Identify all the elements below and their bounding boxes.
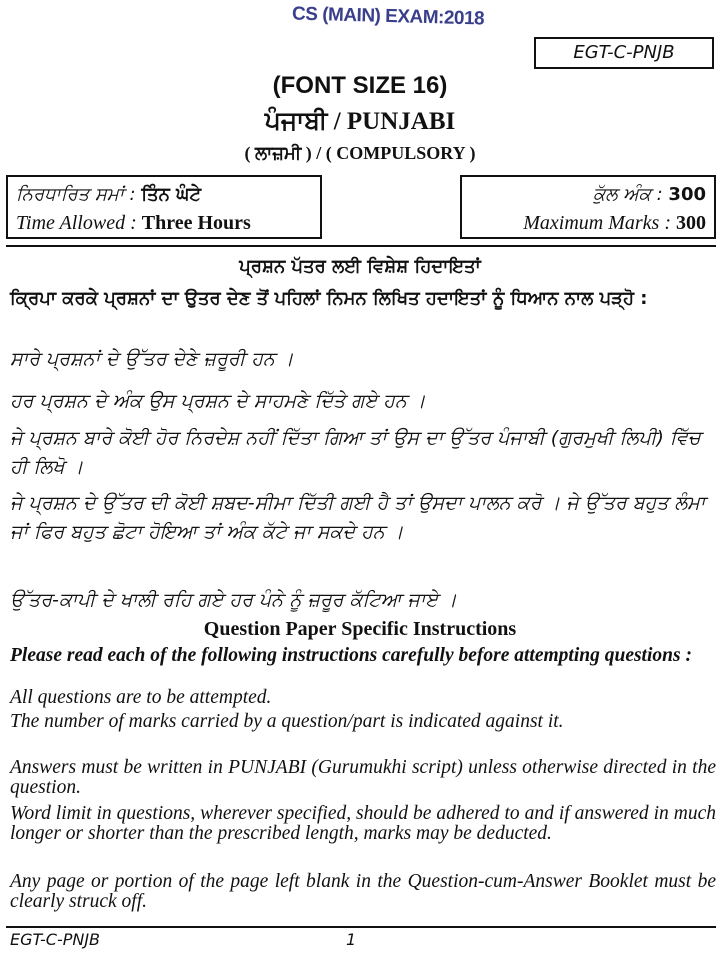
footer-paper-code: EGT-C-PNJB xyxy=(10,930,101,949)
time-allowed-pa xyxy=(16,181,312,209)
instruction-en-2: The number of marks carried by a question/part is indicated against it. xyxy=(10,711,564,732)
instructions-intro-en: Please read each of the following instructions carefully before attempting questions : xyxy=(10,645,692,666)
marks-value-pa: 300 xyxy=(668,184,706,205)
page-number: 1 xyxy=(346,930,357,949)
paper-title: ਪੰਜਾਬੀ / PUNJABI xyxy=(264,108,456,135)
time-label-pa: ਨਿਰਧਾਰਿਤ ਸਮਾਂ : xyxy=(16,184,142,205)
max-marks-pa xyxy=(470,181,706,209)
instructions-heading-en: Question Paper Specific Instructions xyxy=(203,618,517,640)
paper-code-box: EGT-C-PNJB xyxy=(534,37,714,69)
marks-label-en: Maximum Marks : xyxy=(523,212,676,234)
instructions-heading-pa: ਪ੍ਰਸ਼ਨ ਪੱਤਰ ਲਈ ਵਿਸ਼ੇਸ਼ ਹਿਦਾਇਤਾਂ xyxy=(239,256,481,277)
time-allowed-en xyxy=(16,209,312,237)
instruction-en-3: Answers must be written in PUNJABI (Gurumukhi script) unless otherwise directed in the question. xyxy=(10,757,716,798)
instruction-pa-3: ਜੇ ਪ੍ਰਸ਼ਨ ਬਾਰੇ ਕੋਈ ਹੋਰ ਨਿਰਦੇਸ਼ ਨਹੀਂ ਦਿੱਤਾ ਗਿਆ ਤਾਂ ਉਸ ਦਾ ਉੱਤਰ ਪੰਜਾਬੀ (ਗੁਰਮੁਖੀ ਲਿਪੀ) ਵਿੱਚ ਹੀ ਲਿਖੋ । xyxy=(10,427,701,478)
time-allowed-box xyxy=(6,175,322,239)
marks-label-pa: ਕੁੱਲ ਅੰਕ : xyxy=(592,184,669,205)
instruction-en-4: Word limit in questions, wherever specified, should be adhered to and if answered in much longer or shorter than the prescribed length, marks may be deducted. xyxy=(10,803,716,844)
instruction-pa-2: ਹਰ ਪ੍ਰਸ਼ਨ ਦੇ ਅੰਕ ਉਸ ਪ੍ਰਸ਼ਨ ਦੇ ਸਾਹਮਣੇ ਦਿੱਤੇ ਗਏ ਹਨ । xyxy=(10,390,426,412)
footer-divider xyxy=(6,926,716,928)
time-label-en: Time Allowed : xyxy=(16,212,142,234)
instruction-en-5: Any page or portion of the page left blank in the Question-cum-Answer Booklet must be clearly struck off. xyxy=(10,871,716,912)
paper-subtitle: ( ਲਾਜ਼ਮੀ ) / ( COMPULSORY ) xyxy=(244,143,476,163)
font-size-label: (FONT SIZE 16) xyxy=(272,72,448,99)
marks-value-en: 300 xyxy=(676,212,706,234)
instruction-pa-4: ਜੇ ਪ੍ਰਸ਼ਨ ਦੇ ਉੱਤਰ ਦੀ ਕੋਈ ਸ਼ਬਦ-ਸੀਮਾ ਦਿੱਤੀ ਗਈ ਹੈ ਤਾਂ ਉਸਦਾ ਪਾਲਨ ਕਰੋ । ਜੇ ਉੱਤਰ ਬਹੁਤ ਲੰਮਾ ਜਾਂ ਫਿਰ ਬਹੁਤ ਛੋਟਾ ਹੋਇਆ ਤਾਂ ਅੰਕ ਕੱਟੇ ਜਾ ਸਕਦੇ ਹਨ । xyxy=(10,492,706,543)
header-divider xyxy=(6,245,716,247)
instructions-intro-pa: ਕ੍ਰਿਪਾ ਕਰਕੇ ਪ੍ਰਸ਼ਨਾਂ ਦਾ ਉਤਰ ਦੇਣ ਤੋਂ ਪਹਿਲਾਂ ਨਿਮਨ ਲਿਖਿਤ ਹਦਾਇਤਾਂ ਨੂੰ ਧਿਆਨ ਨਾਲ ਪੜ੍ਹੋ : xyxy=(10,288,648,309)
instruction-pa-5: ਉੱਤਰ-ਕਾਪੀ ਦੇ ਖਾਲੀ ਰਹਿ ਗਏ ਹਰ ਪੰਨੇ ਨੂੰ ਜ਼ਰੂਰ ਕੱਟਿਆ ਜਾਏ । xyxy=(10,589,457,611)
exam-stamp: CS (MAIN) EXAM:2018 xyxy=(291,3,485,30)
instruction-pa-1: ਸਾਰੇ ਪ੍ਰਸ਼ਨਾਂ ਦੇ ਉੱਤਰ ਦੇਣੇ ਜ਼ਰੂਰੀ ਹਨ । xyxy=(10,348,294,370)
time-value-pa: ਤਿੰਨ ਘੰਟੇ xyxy=(141,184,202,205)
max-marks-box xyxy=(460,175,716,239)
time-value-en: Three Hours xyxy=(141,212,251,234)
max-marks-en xyxy=(470,209,706,237)
instruction-en-1: All questions are to be attempted. xyxy=(10,687,272,708)
